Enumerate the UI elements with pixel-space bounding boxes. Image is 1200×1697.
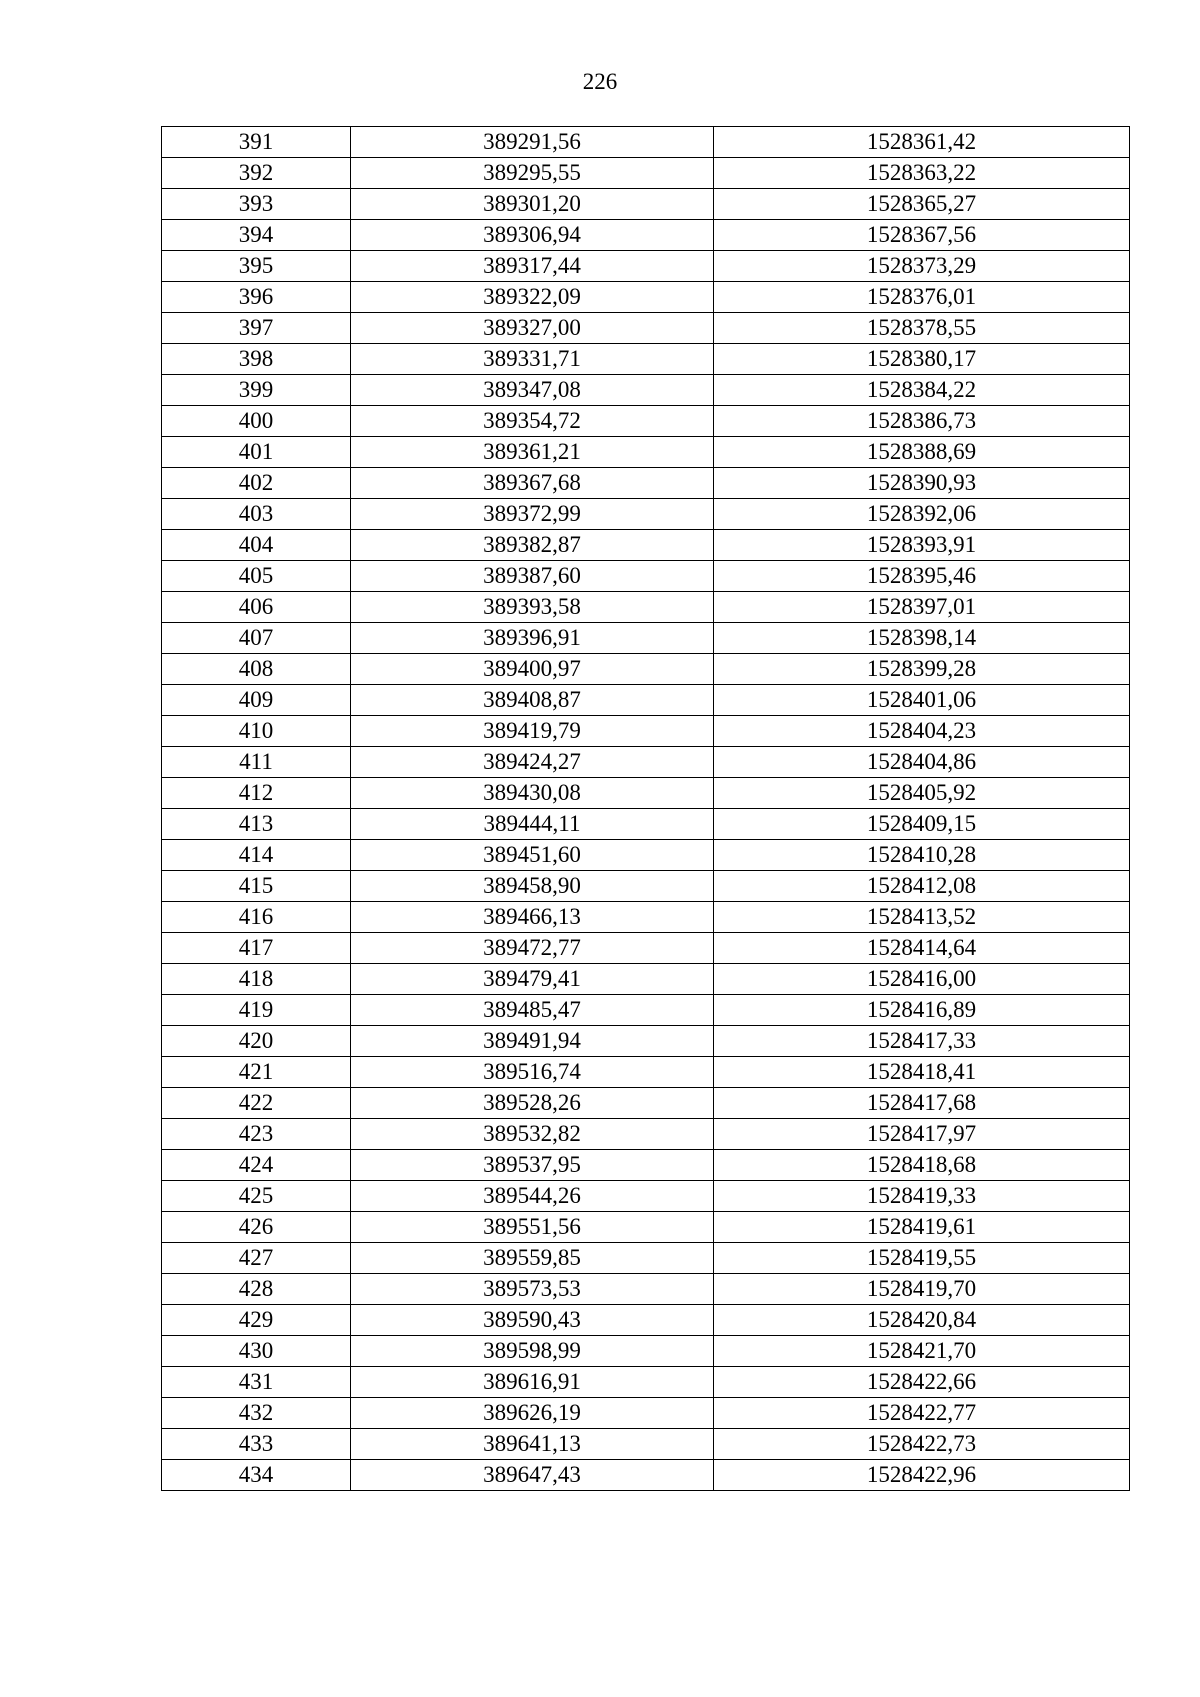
y-coordinate-cell: 1528405,92: [714, 778, 1130, 809]
x-coordinate-cell: 389347,08: [351, 375, 714, 406]
point-number-cell: 400: [162, 406, 351, 437]
y-coordinate-cell: 1528419,33: [714, 1181, 1130, 1212]
x-coordinate-cell: 389367,68: [351, 468, 714, 499]
x-coordinate-cell: 389590,43: [351, 1305, 714, 1336]
x-coordinate-cell: 389573,53: [351, 1274, 714, 1305]
point-number-cell: 394: [162, 220, 351, 251]
y-coordinate-cell: 1528409,15: [714, 809, 1130, 840]
x-coordinate-cell: 389361,21: [351, 437, 714, 468]
table-row: [162, 158, 1130, 189]
table-row: [162, 809, 1130, 840]
point-number-cell: 412: [162, 778, 351, 809]
table-row: [162, 437, 1130, 468]
x-coordinate-cell: 389491,94: [351, 1026, 714, 1057]
y-coordinate-cell: 1528386,73: [714, 406, 1130, 437]
x-coordinate-cell: 389458,90: [351, 871, 714, 902]
table-row: [162, 313, 1130, 344]
y-coordinate-cell: 1528414,64: [714, 933, 1130, 964]
y-coordinate-cell: 1528422,73: [714, 1429, 1130, 1460]
table-row: [162, 406, 1130, 437]
x-coordinate-cell: 389291,56: [351, 127, 714, 158]
x-coordinate-cell: 389479,41: [351, 964, 714, 995]
x-coordinate-cell: 389372,99: [351, 499, 714, 530]
table-row: [162, 468, 1130, 499]
y-coordinate-cell: 1528410,28: [714, 840, 1130, 871]
x-coordinate-cell: 389393,58: [351, 592, 714, 623]
y-coordinate-cell: 1528418,68: [714, 1150, 1130, 1181]
y-coordinate-cell: 1528390,93: [714, 468, 1130, 499]
table-row: [162, 1088, 1130, 1119]
x-coordinate-cell: 389306,94: [351, 220, 714, 251]
y-coordinate-cell: 1528367,56: [714, 220, 1130, 251]
table-row: [162, 685, 1130, 716]
coordinates-table-body: [162, 127, 1130, 1491]
table-row: [162, 1398, 1130, 1429]
point-number-cell: 433: [162, 1429, 351, 1460]
y-coordinate-cell: 1528417,68: [714, 1088, 1130, 1119]
point-number-cell: 413: [162, 809, 351, 840]
y-coordinate-cell: 1528419,61: [714, 1212, 1130, 1243]
table-row: [162, 189, 1130, 220]
table-row: [162, 778, 1130, 809]
point-number-cell: 427: [162, 1243, 351, 1274]
x-coordinate-cell: 389317,44: [351, 251, 714, 282]
table-row: [162, 1243, 1130, 1274]
point-number-cell: 424: [162, 1150, 351, 1181]
y-coordinate-cell: 1528412,08: [714, 871, 1130, 902]
point-number-cell: 418: [162, 964, 351, 995]
point-number-cell: 414: [162, 840, 351, 871]
y-coordinate-cell: 1528419,55: [714, 1243, 1130, 1274]
point-number-cell: 423: [162, 1119, 351, 1150]
y-coordinate-cell: 1528384,22: [714, 375, 1130, 406]
point-number-cell: 402: [162, 468, 351, 499]
point-number-cell: 398: [162, 344, 351, 375]
x-coordinate-cell: 389424,27: [351, 747, 714, 778]
x-coordinate-cell: 389322,09: [351, 282, 714, 313]
point-number-cell: 425: [162, 1181, 351, 1212]
y-coordinate-cell: 1528417,97: [714, 1119, 1130, 1150]
table-row: [162, 995, 1130, 1026]
y-coordinate-cell: 1528422,96: [714, 1460, 1130, 1491]
point-number-cell: 397: [162, 313, 351, 344]
table-row: [162, 716, 1130, 747]
point-number-cell: 410: [162, 716, 351, 747]
y-coordinate-cell: 1528422,77: [714, 1398, 1130, 1429]
x-coordinate-cell: 389430,08: [351, 778, 714, 809]
x-coordinate-cell: 389559,85: [351, 1243, 714, 1274]
point-number-cell: 429: [162, 1305, 351, 1336]
point-number-cell: 396: [162, 282, 351, 313]
x-coordinate-cell: 389400,97: [351, 654, 714, 685]
table-row: [162, 747, 1130, 778]
table-row: [162, 375, 1130, 406]
table-row: [162, 127, 1130, 158]
x-coordinate-cell: 389396,91: [351, 623, 714, 654]
y-coordinate-cell: 1528416,00: [714, 964, 1130, 995]
x-coordinate-cell: 389516,74: [351, 1057, 714, 1088]
table-row: [162, 530, 1130, 561]
table-row: [162, 623, 1130, 654]
x-coordinate-cell: 389641,13: [351, 1429, 714, 1460]
x-coordinate-cell: 389532,82: [351, 1119, 714, 1150]
y-coordinate-cell: 1528395,46: [714, 561, 1130, 592]
y-coordinate-cell: 1528419,70: [714, 1274, 1130, 1305]
point-number-cell: 405: [162, 561, 351, 592]
y-coordinate-cell: 1528420,84: [714, 1305, 1130, 1336]
x-coordinate-cell: 389419,79: [351, 716, 714, 747]
point-number-cell: 409: [162, 685, 351, 716]
x-coordinate-cell: 389472,77: [351, 933, 714, 964]
y-coordinate-cell: 1528397,01: [714, 592, 1130, 623]
point-number-cell: 407: [162, 623, 351, 654]
table-row: [162, 220, 1130, 251]
point-number-cell: 419: [162, 995, 351, 1026]
table-row: [162, 871, 1130, 902]
table-row: [162, 654, 1130, 685]
y-coordinate-cell: 1528376,01: [714, 282, 1130, 313]
table-row: [162, 902, 1130, 933]
table-row: [162, 282, 1130, 313]
point-number-cell: 426: [162, 1212, 351, 1243]
y-coordinate-cell: 1528417,33: [714, 1026, 1130, 1057]
y-coordinate-cell: 1528413,52: [714, 902, 1130, 933]
table-row: [162, 1367, 1130, 1398]
x-coordinate-cell: 389485,47: [351, 995, 714, 1026]
table-row: [162, 1429, 1130, 1460]
x-coordinate-cell: 389451,60: [351, 840, 714, 871]
x-coordinate-cell: 389301,20: [351, 189, 714, 220]
x-coordinate-cell: 389551,56: [351, 1212, 714, 1243]
table-row: [162, 1305, 1130, 1336]
point-number-cell: 393: [162, 189, 351, 220]
point-number-cell: 422: [162, 1088, 351, 1119]
point-number-cell: 406: [162, 592, 351, 623]
point-number-cell: 399: [162, 375, 351, 406]
y-coordinate-cell: 1528365,27: [714, 189, 1130, 220]
coordinates-table: [161, 126, 1130, 1491]
x-coordinate-cell: 389626,19: [351, 1398, 714, 1429]
y-coordinate-cell: 1528399,28: [714, 654, 1130, 685]
point-number-cell: 403: [162, 499, 351, 530]
x-coordinate-cell: 389528,26: [351, 1088, 714, 1119]
point-number-cell: 428: [162, 1274, 351, 1305]
point-number-cell: 430: [162, 1336, 351, 1367]
y-coordinate-cell: 1528373,29: [714, 251, 1130, 282]
point-number-cell: 431: [162, 1367, 351, 1398]
table-row: [162, 840, 1130, 871]
table-row: [162, 592, 1130, 623]
point-number-cell: 408: [162, 654, 351, 685]
x-coordinate-cell: 389466,13: [351, 902, 714, 933]
point-number-cell: 411: [162, 747, 351, 778]
y-coordinate-cell: 1528398,14: [714, 623, 1130, 654]
x-coordinate-cell: 389408,87: [351, 685, 714, 716]
x-coordinate-cell: 389537,95: [351, 1150, 714, 1181]
x-coordinate-cell: 389354,72: [351, 406, 714, 437]
point-number-cell: 420: [162, 1026, 351, 1057]
y-coordinate-cell: 1528392,06: [714, 499, 1130, 530]
table-row: [162, 933, 1130, 964]
point-number-cell: 404: [162, 530, 351, 561]
x-coordinate-cell: 389544,26: [351, 1181, 714, 1212]
point-number-cell: 432: [162, 1398, 351, 1429]
y-coordinate-cell: 1528401,06: [714, 685, 1130, 716]
table-row: [162, 1026, 1130, 1057]
x-coordinate-cell: 389598,99: [351, 1336, 714, 1367]
table-row: [162, 1274, 1130, 1305]
point-number-cell: 417: [162, 933, 351, 964]
point-number-cell: 392: [162, 158, 351, 189]
table-row: [162, 1150, 1130, 1181]
table-row: [162, 1181, 1130, 1212]
table-row: [162, 1460, 1130, 1491]
y-coordinate-cell: 1528404,86: [714, 747, 1130, 778]
y-coordinate-cell: 1528418,41: [714, 1057, 1130, 1088]
y-coordinate-cell: 1528422,66: [714, 1367, 1130, 1398]
table-row: [162, 1336, 1130, 1367]
x-coordinate-cell: 389327,00: [351, 313, 714, 344]
page-number: 226: [582, 69, 618, 94]
table-row: [162, 499, 1130, 530]
point-number-cell: 391: [162, 127, 351, 158]
y-coordinate-cell: 1528416,89: [714, 995, 1130, 1026]
point-number-cell: 434: [162, 1460, 351, 1491]
point-number-cell: 415: [162, 871, 351, 902]
table-row: [162, 561, 1130, 592]
y-coordinate-cell: 1528380,17: [714, 344, 1130, 375]
point-number-cell: 401: [162, 437, 351, 468]
table-row: [162, 1212, 1130, 1243]
table-row: [162, 1119, 1130, 1150]
x-coordinate-cell: 389331,71: [351, 344, 714, 375]
point-number-cell: 421: [162, 1057, 351, 1088]
point-number-cell: 416: [162, 902, 351, 933]
y-coordinate-cell: 1528361,42: [714, 127, 1130, 158]
table-row: [162, 251, 1130, 282]
y-coordinate-cell: 1528388,69: [714, 437, 1130, 468]
y-coordinate-cell: 1528421,70: [714, 1336, 1130, 1367]
table-row: [162, 964, 1130, 995]
y-coordinate-cell: 1528404,23: [714, 716, 1130, 747]
x-coordinate-cell: 389387,60: [351, 561, 714, 592]
y-coordinate-cell: 1528378,55: [714, 313, 1130, 344]
table-row: [162, 344, 1130, 375]
x-coordinate-cell: 389647,43: [351, 1460, 714, 1491]
y-coordinate-cell: 1528393,91: [714, 530, 1130, 561]
point-number-cell: 395: [162, 251, 351, 282]
y-coordinate-cell: 1528363,22: [714, 158, 1130, 189]
x-coordinate-cell: 389382,87: [351, 530, 714, 561]
x-coordinate-cell: 389295,55: [351, 158, 714, 189]
x-coordinate-cell: 389444,11: [351, 809, 714, 840]
x-coordinate-cell: 389616,91: [351, 1367, 714, 1398]
table-row: [162, 1057, 1130, 1088]
